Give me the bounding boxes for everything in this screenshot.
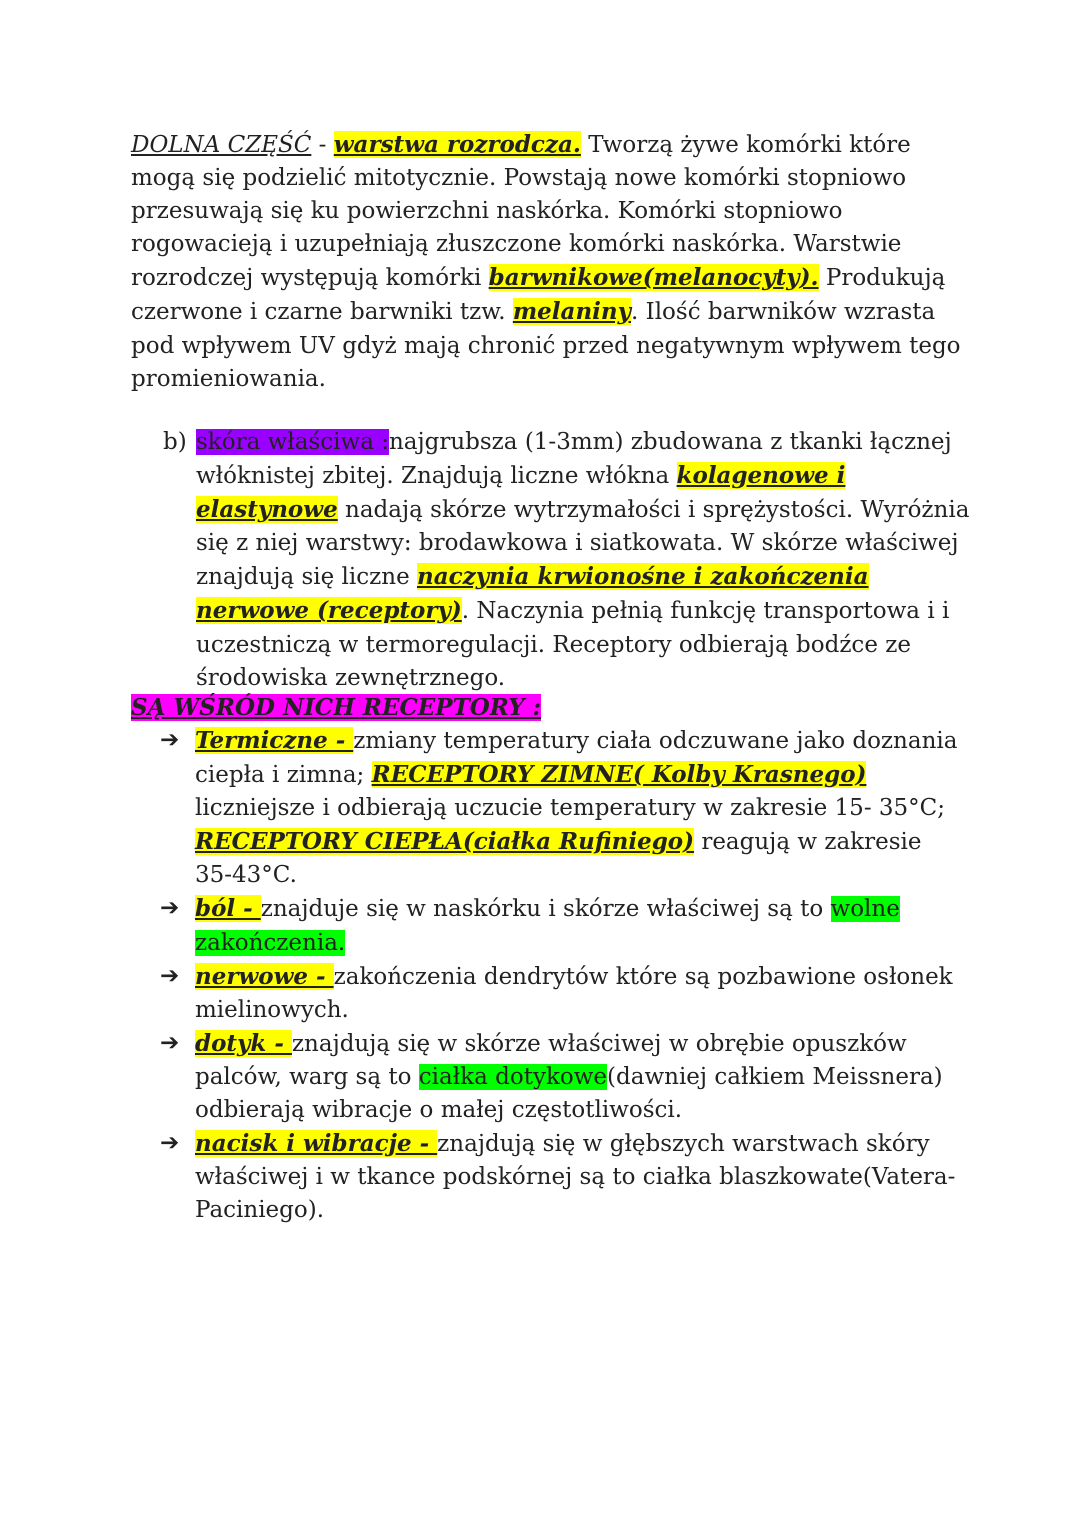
section-b-text-3: . Naczynia pełnią funkcję transportowa i i uczestniczą w termoregulacji. Receptory odbierają bodźce ze środowiska zewnętrznego. <box>196 598 950 691</box>
list-item-nacisk <box>160 1127 960 1227</box>
term-termiczne: Termiczne - <box>195 727 354 754</box>
term-melaniny: melaniny <box>512 298 631 326</box>
item-text: znajdują się w głębszych warstwach skóry właściwej i w tkance podskórnej są to ciałka blaszkowate(Vatera-Paciniego). <box>195 1131 956 1224</box>
intro-text-3: . Ilość barwników wzrasta pod wpływem UV gdyż mają chronić przed negatywnym wpływem tego promieniowania. <box>131 299 961 392</box>
term-nerwowe: nerwowe - <box>195 962 334 990</box>
section-heading-dolna: DOLNA CZĘŚĆ <box>131 132 312 158</box>
receptors-heading <box>131 691 961 725</box>
arrow-icon: ➔ <box>160 727 180 753</box>
term-nacisk: nacisk i wibracje - <box>195 1130 438 1158</box>
section-b-text-2: nadają skórze wytrzymałości i sprężystości. Wyróżnia się z niej warstwy: brodawkowa i siatkowata. W skórze właściwej znajdują się liczne <box>196 497 970 591</box>
green-highlight-wolne: wolne zakończenia. <box>195 896 900 956</box>
section-b-text-1: najgrubsza (1-3mm) zbudowana z tkanki łącznej włóknistej zbitej. Znajdują liczne włókna <box>196 429 952 490</box>
term-warstwa-rozrodcza: warstwa rozrodcza. <box>333 131 581 158</box>
item-text: zmiany temperatury ciała odczuwane jako doznania ciepła i zimna; <box>195 728 958 789</box>
term-receptory-ciepla: RECEPTORY CIEPŁA(ciałka Rufiniego) <box>195 828 695 856</box>
item-text: zakończenia dendrytów które są pozbawione osłonek mielinowych. <box>195 963 953 1023</box>
intro-text-2: Produkują czerwone i czarne barwniki tzw. <box>131 265 946 326</box>
item-text: reagują w zakresie 35-43°C. <box>195 829 922 889</box>
arrow-icon: ➔ <box>160 1130 180 1157</box>
list-item-termiczne <box>160 724 960 892</box>
list-item-bol <box>160 892 960 959</box>
list-item-dotyk <box>160 1027 960 1127</box>
term-bol: ból - <box>195 895 261 923</box>
term-dotyk: dotyk - <box>195 1029 292 1057</box>
list-item-nerwowe <box>160 960 960 1027</box>
green-highlight-cialka: ciałka dotykowe <box>418 1063 608 1090</box>
item-text: znajdują się w skórze właściwej w obrębie opuszków palców, warg są to <box>195 1030 907 1090</box>
arrow-icon: ➔ <box>160 895 180 922</box>
term-kolagenowe: kolagenowe i elastynowe <box>196 462 846 524</box>
dash: - <box>311 132 334 158</box>
list-label-b: b) <box>163 429 187 455</box>
term-skora-wlasciwa: skóra właściwa : <box>196 429 389 455</box>
term-barwnikowe: barwnikowe(melanocyty). <box>488 264 819 292</box>
intro-text-1: Tworzą żywe komórki które mogą się podzielić mitotycznie. Powstają nowe komórki stopniowo przesuwają się ku powierzchni naskórka. Komórki stopniowo rogowacieją i uzupełniają złuszczone komórki naskórka. Warstwie rozrodczej występują komórki <box>131 132 911 292</box>
receptors-list <box>160 724 960 1227</box>
item-text: znajduje się w naskórku i skórze właściwej są to <box>260 896 831 923</box>
term-receptory-zimne: RECEPTORY ZIMNE( Kolby Krasnego) <box>371 761 867 789</box>
section-b-paragraph <box>131 426 981 695</box>
arrow-icon: ➔ <box>160 1029 180 1056</box>
item-text: (dawniej całkiem Meissnera) odbierają wibracje o małej częstotliwości. <box>195 1063 943 1124</box>
receptors-heading-text: SĄ WŚRÓD NICH RECEPTORY : <box>131 694 542 721</box>
arrow-icon: ➔ <box>160 962 180 989</box>
intro-paragraph <box>131 128 961 396</box>
term-naczynia: naczynia krwionośne i zakończenia nerwowe (receptory) <box>196 563 869 625</box>
item-text: liczniejsze i odbierają uczucie temperatury w zakresie 15- 35°C; <box>195 795 946 822</box>
